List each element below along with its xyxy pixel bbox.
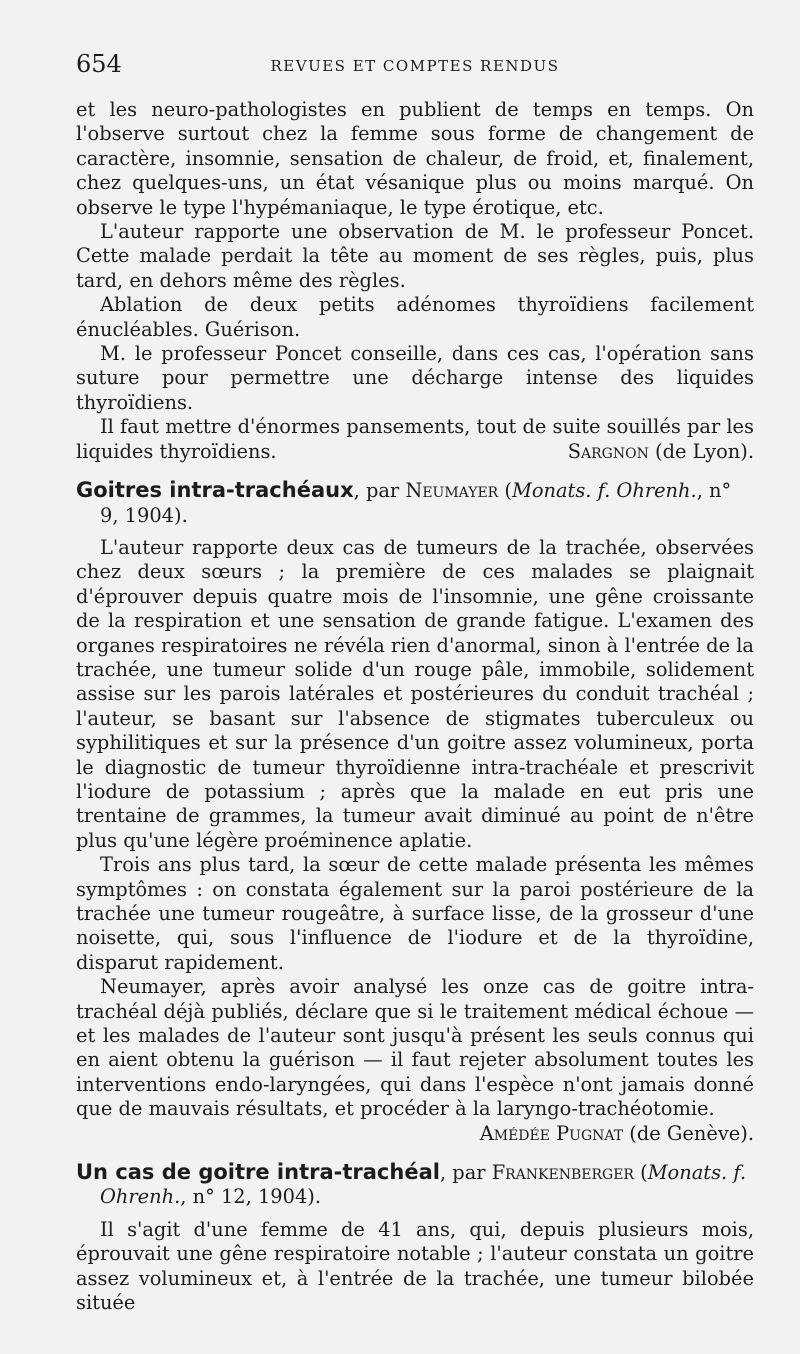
article-body [76,1218,754,1316]
article-heading: Goitres intra-trachéaux, par Neumayer (Monats. f. Ohrenh., n° 9, 1904). [76,478,732,527]
page-header [76,50,754,84]
paragraph: L'auteur rapporte deux cas de tumeurs de la trachée, observées chez deux sœurs ; la première de ces malades se plaignait d'éprouver depuis quatre mois de l'insomnie, une gêne croissante de la respiration et une sensation de grande fatigue. L'examen des organes respiratoires ne révéla rien d'anormal, sinon à l'entrée de la trachée, une tumeur solide d'un rouge pâle, immobile, solidement assise sur les parois latérales et postérieures du conduit trachéal ; l'auteur, se basant sur l'absence de stigmates tuberculeux ou syphilitiques et sur la présence d'un goitre assez volumineux, porta le diagnostic de tumeur thyroïdienne intra-trachéale et prescrivit l'iodure de potassium ; après que la malade en eut pris une trentaine de grammes, la tumeur avait diminué au point de n'être plus qu'une légère proéminence aplatie. [76,535,754,852]
article-author: Neumayer [405,479,499,503]
page-body [76,98,754,1316]
article-by: , par [439,1161,492,1185]
paragraph-with-signature [76,415,754,464]
article-un-cas-de-goitre [76,1160,754,1315]
article-author: Frankenberger [491,1161,634,1185]
signature [544,440,754,464]
article-title: Goitres intra-trachéaux [76,478,354,503]
article-journal: Monats. f. Ohrenh. [511,479,697,503]
signature-place: (de Genève). [629,1121,754,1145]
running-title: REVUES ET COMPTES RENDUS [270,57,560,75]
article-title: Un cas de goitre intra-trachéal [76,1160,440,1185]
signature-name: Sargnon [567,439,649,463]
signature-name: Amédée Pugnat [479,1121,624,1145]
article-body [76,536,754,1146]
signature [76,1122,754,1146]
page-number: 654 [76,50,122,78]
paragraph: Il s'agit d'une femme de 41 ans, qui, depuis plusieurs mois, éprouvait une gêne respiratoire notable ; l'auteur constata un goitre assez volumineux et, à l'entrée de la trachée, une tumeur bilobée située [76,1217,754,1315]
article-goitres-intra-tracheaux [76,478,754,1146]
article-journal: Monats. f. Ohrenh. [100,1161,747,1209]
paragraph: et les neuro-pathologistes en publient de temps en temps. On l'observe surtout chez la femme sous forme de changement de caractère, insomnie, sensation de chaleur, de froid, et, finalement, chez quelques-uns, un état vésanique plus ou moins marqué. On observe le type l'hypémaniaque, le type érotique, etc. [76,98,754,219]
paragraph: Trois ans plus tard, la sœur de cette malade présenta les mêmes symptômes : on constata également sur la paroi postérieure de la trachée une tumeur rougeâtre, à surface lisse, de la grosseur d'une noisette, qui, sous l'influence de l'iodure et de la thyroïdine, disparut rapidement. [76,853,754,974]
article-issue: , n° 12, 1904). [180,1185,322,1209]
paragraph: L'auteur rapporte une observation de M. le professeur Poncet. Cette malade perdait la tête au moment de ses règles, puis, plus tard, en dehors même des règles. [76,220,754,292]
paragraph-text: Il faut mettre d'énormes pansements, tout de suite souillés par les liquides thyroïdiens. [76,415,754,463]
paragraph: M. le professeur Poncet conseille, dans ces cas, l'opération sans suture pour permettre une décharge intense des liquides thyroïdiens. [76,342,754,414]
article-heading: Un cas de goitre intra-trachéal, par Frankenberger (Monats. f. Ohrenh., n° 12, 1904). [76,1160,747,1209]
article-issue: , n° 9, 1904). [100,479,732,527]
paragraph: Neumayer, après avoir analysé les onze cas de goitre intra-trachéal déjà publiés, déclare que si le traitement médical échoue — et les malades de l'auteur sont jusqu'à présent les seuls connus qui en aient obtenu la guérison — il faut rejeter absolument toutes les interventions endo-laryngées, qui dans l'espèce n'ont jamais donné que de mauvais résultats, et procéder à la laryngo-trachéotomie. [76,975,754,1121]
paragraph: Ablation de deux petits adénomes thyroïdiens facilement énucléables. Guérison. [76,293,754,341]
signature-place: (de Lyon). [655,439,754,463]
article-by: , par [353,479,406,503]
